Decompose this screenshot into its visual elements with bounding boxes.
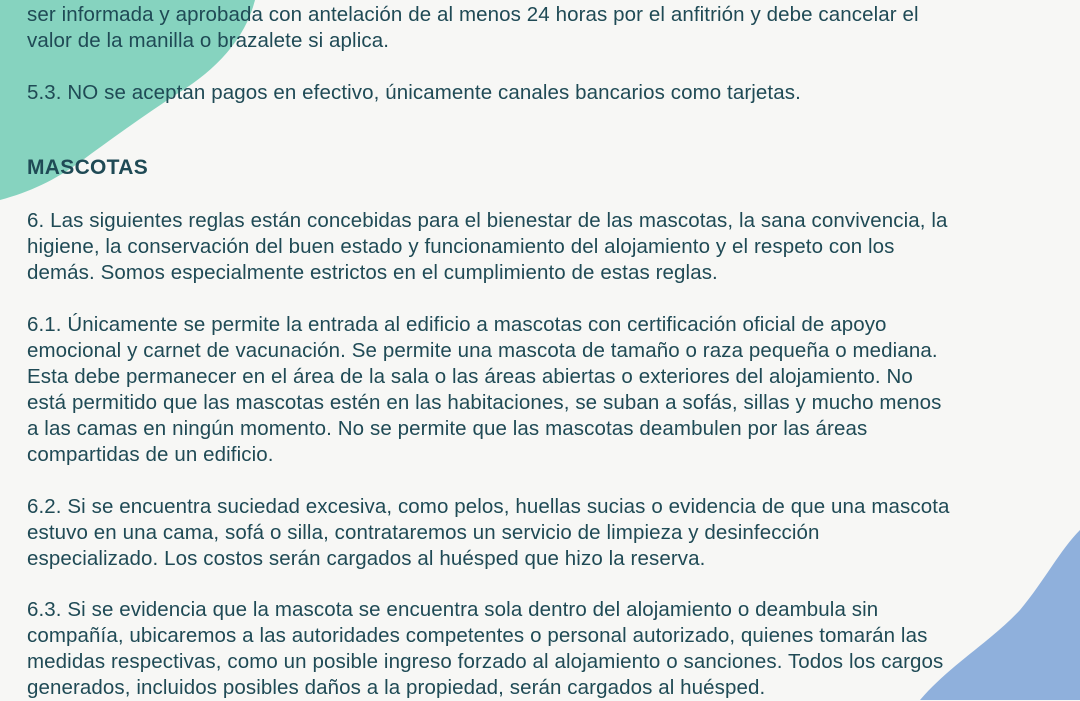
text-line: higiene, la conservación del buen estado y funcionamiento del alojamiento y el respeto con los — [27, 235, 895, 258]
text-line: 6.2. Si se encuentra suciedad excesiva, como pelos, huellas sucias o evidencia de que una mascota — [27, 495, 950, 518]
section-heading-mascotas: MASCOTAS — [27, 156, 149, 179]
paragraph-6-1 — [27, 312, 941, 468]
text-line: 5.3. NO se aceptan pagos en efectivo, únicamente canales bancarios como tarjetas. — [27, 81, 801, 104]
text-line: a las camas en ningún momento. No se permite que las mascotas deambulen por las áreas — [27, 417, 868, 440]
text-line: ser informada y aprobada con antelación de al menos 24 horas por el anfitrión y debe cancelar el — [27, 3, 919, 26]
paragraph-top-fragment — [27, 2, 919, 54]
text-line: compartidas de un edificio. — [27, 443, 274, 466]
text-line: 6. Las siguientes reglas están concebidas para el bienestar de las mascotas, la sana convivencia, la — [27, 209, 948, 232]
text-line: medidas respectivas, como un posible ingreso forzado al alojamiento o sanciones. Todos los cargos — [27, 650, 944, 673]
text-line: demás. Somos especialmente estrictos en el cumplimiento de estas reglas. — [27, 261, 718, 284]
text-line: generados, incluidos posibles daños a la propiedad, serán cargados al huésped. — [27, 676, 766, 699]
text-line: 6.1. Únicamente se permite la entrada al edificio a mascotas con certificación oficial de apoyo — [27, 313, 887, 336]
paragraph-6-2 — [27, 494, 950, 572]
text-line: estuvo en una cama, sofá o silla, contrataremos un servicio de limpieza y desinfección — [27, 521, 820, 544]
text-line: emocional y carnet de vacunación. Se permite una mascota de tamaño o raza pequeña o mediana. — [27, 339, 938, 362]
paragraph-5-3 — [27, 80, 801, 106]
text-line: Esta debe permanecer en el área de la sala o las áreas abiertas o exteriores del alojamiento. No — [27, 365, 913, 388]
text-line: 6.3. Si se evidencia que la mascota se encuentra sola dentro del alojamiento o deambula sin — [27, 598, 879, 621]
text-line: especializado. Los costos serán cargados al huésped que hizo la reserva. — [27, 547, 706, 570]
paragraph-6-3 — [27, 597, 943, 701]
text-line: compañía, ubicaremos a las autoridades competentes o personal autorizado, quienes tomarán las — [27, 624, 928, 647]
paragraph-6 — [27, 208, 948, 286]
text-line: valor de la manilla o brazalete si aplica. — [27, 29, 389, 52]
text-line: está permitido que las mascotas estén en las habitaciones, se suban a sofás, sillas y mucho menos — [27, 391, 942, 414]
